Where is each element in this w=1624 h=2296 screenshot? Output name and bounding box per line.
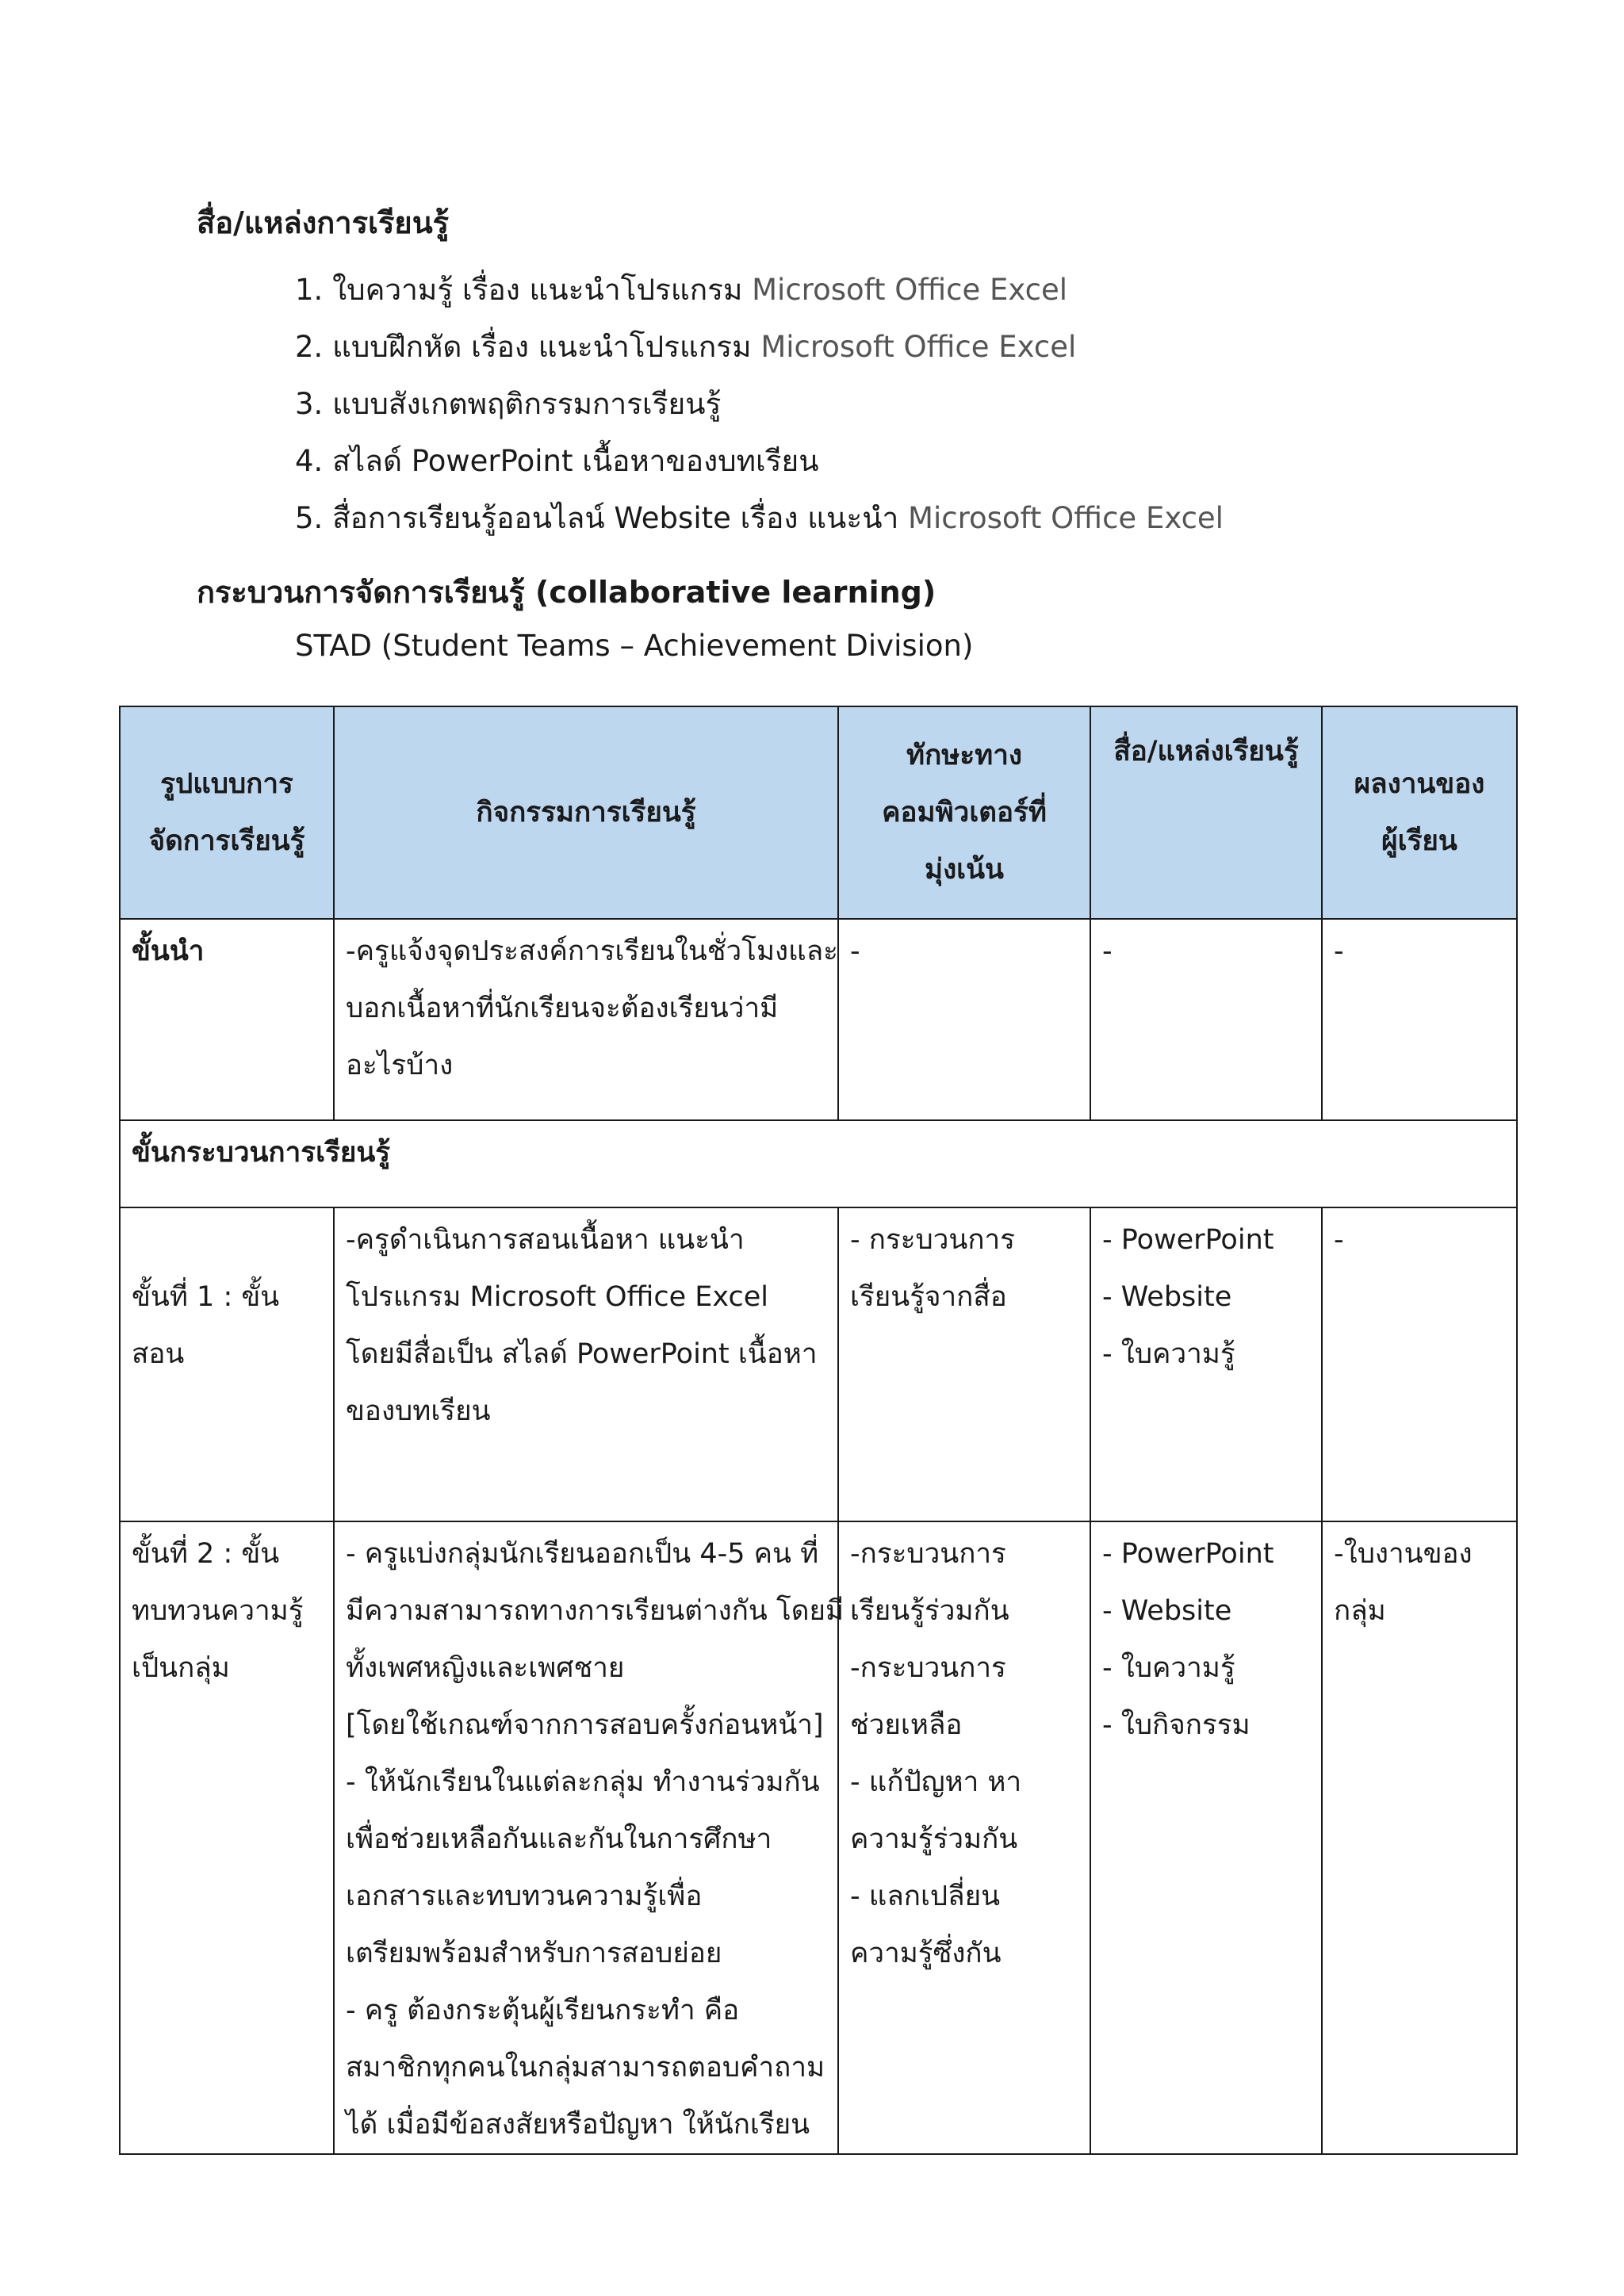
stad-subheading: STAD (Student Teams – Achievement Division)	[295, 629, 974, 663]
skills-cell: - กระบวนการ เรียนรู้จากสื่อ	[838, 1207, 1090, 1521]
header-format: รูปแบบการ จัดการเรียนรู้	[120, 706, 334, 919]
skills-cell: -	[838, 919, 1090, 1120]
header-activity: กิจกรรมการเรียนรู้	[334, 706, 838, 919]
process-heading: กระบวนการจัดการเรียนรู้ (collaborative learning)	[197, 575, 936, 610]
activity-cell: -ครูดำเนินการสอนเนื้อหา แนะนำ โปรแกรม Microsoft Office Excel โดยมีสื่อเป็น สไลด์ PowerPoint เนื้อหา ของบทเรียน	[334, 1207, 838, 1521]
stage-cell: ขั้นที่ 2 : ขั้น ทบทวนความรู้ เป็นกลุ่ม	[120, 1521, 334, 2154]
media-heading: สื่อ/แหล่งการเรียนรู้	[197, 205, 450, 240]
section-label: ขั้นกระบวนการเรียนรู้	[120, 1120, 1517, 1207]
list-item: 3. แบบสังเกตพฤติกรรมการเรียนรู้	[295, 387, 722, 421]
list-item: 5. สื่อการเรียนรู้ออนไลน์ Website เรื่อง แนะนำ Microsoft Office Excel	[295, 501, 1224, 535]
media-cell: - PowerPoint - Website - ใบความรู้	[1090, 1207, 1322, 1521]
lesson-plan-table	[119, 706, 1518, 2155]
table-header-row	[120, 706, 1517, 919]
skills-cell: -กระบวนการ เรียนรู้ร่วมกัน -กระบวนการ ช่วยเหลือ - แก้ปัญหา หา ความรู้ร่วมกัน - แลกเปลี่ยน ความรู้ซึ่งกัน	[838, 1521, 1090, 2154]
media-cell: - PowerPoint - Website - ใบความรู้ - ใบกิจกรรม	[1090, 1521, 1322, 2154]
output-cell: -	[1322, 919, 1517, 1120]
header-media: สื่อ/แหล่งเรียนรู้	[1090, 706, 1322, 919]
activity-cell: -ครูแจ้งจุดประสงค์การเรียนในชั่วโมงและ บอกเนื้อหาที่นักเรียนจะต้องเรียนว่ามี อะไรบ้าง	[334, 919, 838, 1120]
media-cell: -	[1090, 919, 1322, 1120]
media-list	[295, 262, 1224, 547]
header-skills: ทักษะทาง คอมพิวเตอร์ที่ มุ่งเน้น	[838, 706, 1090, 919]
list-item: 4. สไลด์ PowerPoint เนื้อหาของบทเรียน	[295, 444, 819, 478]
stage-cell: ขั้นนำ	[120, 919, 334, 1120]
output-cell: -ใบงานของ กลุ่ม	[1322, 1521, 1517, 2154]
list-item: 2. แบบฝึกหัด เรื่อง แนะนำโปรแกรม Microsoft Office Excel	[295, 330, 1077, 364]
table-row	[120, 1521, 1517, 2154]
table-row	[120, 919, 1517, 1120]
stage-cell: ขั้นที่ 1 : ขั้น สอน	[120, 1207, 334, 1521]
header-output: ผลงานของ ผู้เรียน	[1322, 706, 1517, 919]
list-item: 1. ใบความรู้ เรื่อง แนะนำโปรแกรม Microsoft Office Excel	[295, 273, 1068, 307]
output-cell: -	[1322, 1207, 1517, 1521]
activity-cell: - ครูแบ่งกลุ่มนักเรียนออกเป็น 4-5 คน ที่ มีความสามารถทางการเรียนต่างกัน โดยมี ทั้งเพศหญิงและเพศชาย [โดยใช้เกณฑ์จากการสอบครั้งก่อนหน้า] - ให้นักเรียนในแต่ละกลุ่ม ทำงานร่วมกัน เพื่อช่วยเหลือกันและกันในการศึกษา เอกสารและทบทวนความรู้เพื่อ เตรียมพร้อมสำหรับการสอบย่อย - ครู ต้องกระตุ้นผู้เรียนกระทำ คือ สมาชิกทุกคนในกลุ่มสามารถตอบคำถาม ได้ เมื่อมีข้อสงสัยหรือปัญหา ให้นักเรียน	[334, 1521, 838, 2154]
table-row	[120, 1120, 1517, 1207]
table-row	[120, 1207, 1517, 1521]
